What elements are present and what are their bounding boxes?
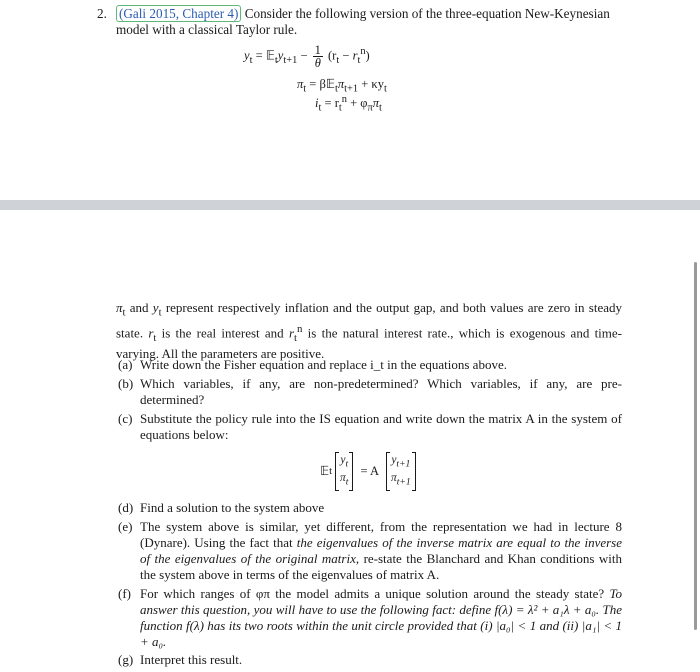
phillips-curve-equation: $\pi_t$ = $\beta 𝔼_t\pi_{t+1} + \kappa y_t$	[297, 77, 387, 95]
is-equation: $y_t$ = $𝔼_ty_{t+1}$ − $\frac{1}{\theta}$ $(r_t - r_t^n)$	[244, 43, 370, 70]
state-vector-t1: $y_{t+1}$ $\pi_{t+1}$	[386, 452, 416, 491]
scrollbar[interactable]	[694, 262, 697, 630]
taylor-rule-equation: $i_t = r_t^n + \varphi_\pi\pi_t$	[315, 94, 382, 114]
question-number: 2.	[97, 6, 107, 21]
state-vector-t: $y_t$ $\pi_t$	[335, 452, 353, 491]
citation-link[interactable]: (Gali 2015, Chapter 4)	[116, 5, 241, 22]
matrix-equation: 𝔼 t $y_t$ $\pi_t$ = A $y_{t+1}$ $\pi_{t+1}$	[320, 452, 419, 491]
variable-description: $\pi_t$ and $y_t$ represent respectively inflation and the output gap, and both values are zero in steady state. $r_t$ is the real interest and $r_t^n$ is the natural interest rate., which is exogenous and time-varying. All the parameters are positive.	[116, 300, 622, 361]
question-heading	[116, 6, 626, 38]
question-intro: Consider the following version of the three-equation New-Keynesian model with a classical Taylor rule.	[116, 6, 610, 37]
page-separator	[0, 200, 700, 210]
